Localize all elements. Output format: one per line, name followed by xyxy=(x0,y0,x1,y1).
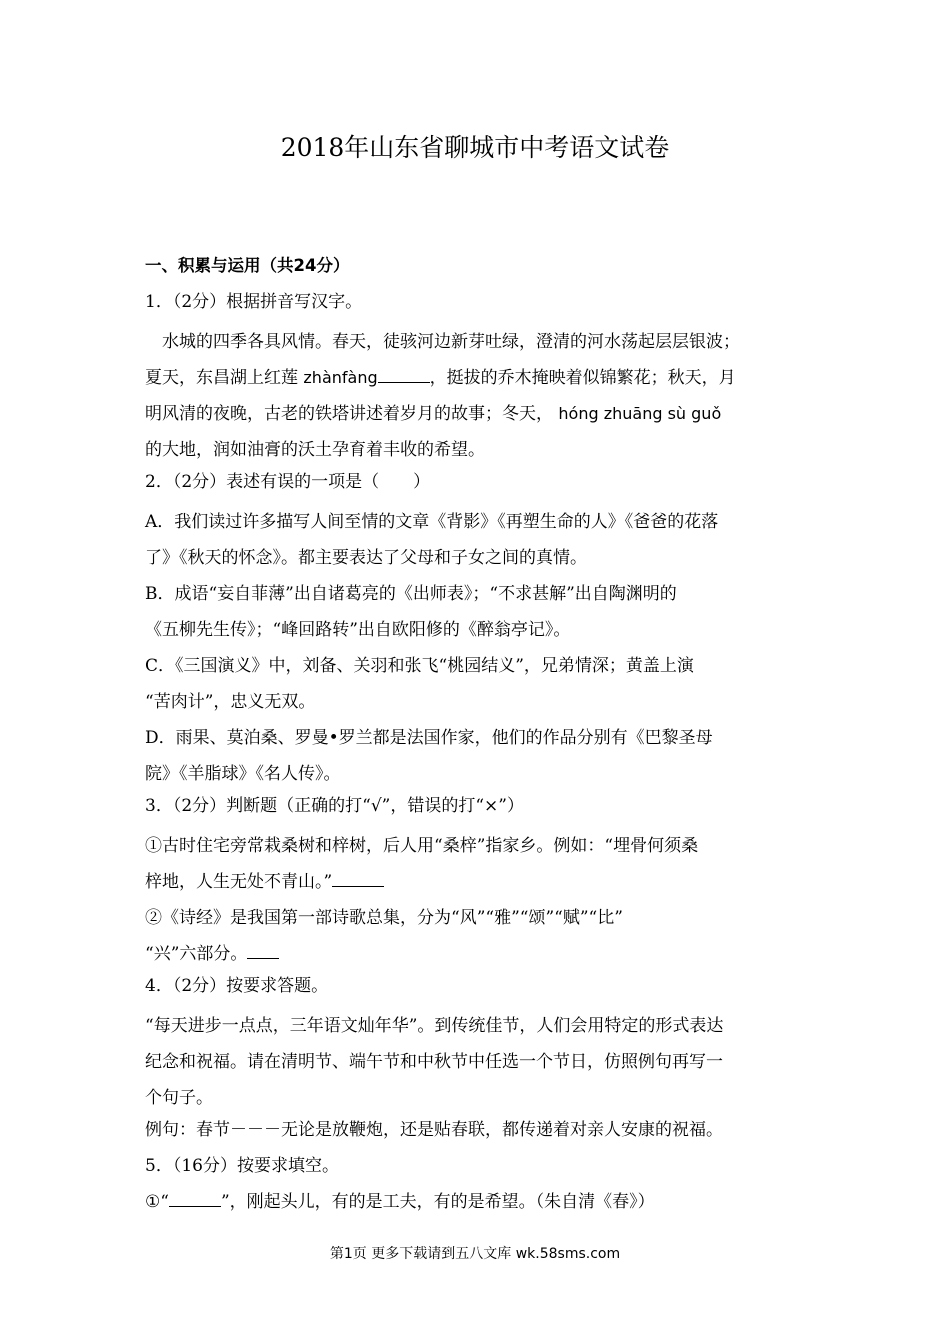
passage-text: 夏天，东昌湖上红莲 xyxy=(145,368,304,388)
pinyin-text: zhànfàng xyxy=(303,368,378,387)
option-c-line1: C．《三国演义》中，刘备、关羽和张飞“桃园结义”，兄弟情深；黄盖上演 xyxy=(145,656,694,676)
question-5-item-1 xyxy=(145,1188,810,1216)
question-4-body xyxy=(145,1008,810,1116)
question-5-stem: 5．（16分）按要求填空。 xyxy=(145,1156,339,1176)
answer-blank[interactable] xyxy=(332,868,384,887)
item-text: ①“ xyxy=(145,1192,169,1212)
question-2-stem: 2．（2分）表述有误的一项是（ ） xyxy=(145,472,431,492)
item-1-line2 xyxy=(145,864,810,900)
document-body xyxy=(145,252,810,1224)
question-3-items xyxy=(145,828,810,972)
passage-text: ，挺拔的乔木掩映着似锦繁花；秋天，月 xyxy=(429,368,736,388)
question-4-example: 例句：春节－－－无论是放鞭炮，还是贴春联，都传递着对亲人安康的祝福。 xyxy=(145,1120,723,1140)
item-2-line1: ②《诗经》是我国第一部诗歌总集，分为“风”“雅”“颂”“赋”“比” xyxy=(145,908,623,928)
passage-line xyxy=(145,324,810,360)
question-4-line: 纪念和祝福。请在清明节、端午节和中秋节中任选一个节日，仿照例句再写一 xyxy=(145,1052,723,1072)
question-2-options xyxy=(145,504,810,792)
page-title: 2018年山东省聊城市中考语文试卷 xyxy=(280,133,670,162)
option-a-line2: 了》《秋天的怀念》。都主要表达了父母和子女之间的真情。 xyxy=(145,548,587,568)
question-4-stem: 4．（2分）按要求答题。 xyxy=(145,976,329,996)
item-2-line2 xyxy=(145,936,810,972)
item-text: 梓地，人生无处不青山。” xyxy=(145,872,333,892)
pinyin-text: hóng zhuāng sù guǒ xyxy=(558,404,722,423)
option-d-line2: 院》《羊脂球》《名人传》。 xyxy=(145,764,341,784)
option-d-line1: D．雨果、莫泊桑、罗曼•罗兰都是法国作家，他们的作品分别有《巴黎圣母 xyxy=(145,728,713,748)
item-1-line1: ①古时住宅旁常栽桑树和梓树，后人用“桑梓”指家乡。例如：“埋骨何须桑 xyxy=(145,836,699,856)
passage-line xyxy=(145,396,810,432)
section-heading: 一、积累与运用（共24分） xyxy=(145,256,350,275)
question-4-line: “每天进步一点点，三年语文灿年华”。到传统佳节，人们会用特定的形式表达 xyxy=(145,1016,724,1036)
question-1-stem: 1．（2分）根据拼音写汉字。 xyxy=(145,292,363,312)
option-c-line2: “苦肉计”，忠义无双。 xyxy=(145,692,316,712)
passage-text: 明风清的夜晚，古老的铁塔讲述着岁月的故事；冬天， xyxy=(145,404,553,424)
option-b-line1: B．成语“妄自菲薄”出自诸葛亮的《出师表》；“不求甚解”出自陶渊明的 xyxy=(145,584,677,604)
answer-blank[interactable] xyxy=(169,1188,221,1207)
passage-text: 的大地，润如油膏的沃土孕育着丰收的希望。 xyxy=(145,440,485,460)
question-1-passage xyxy=(145,324,810,468)
passage-line xyxy=(145,360,810,396)
passage-text: 水城的四季各具风情。春天，徒骇河边新芽吐绿，澄清的河水荡起层层银波； xyxy=(162,332,740,352)
page-footer: 第1页 更多下载请到五八文库 wk.58sms.com xyxy=(329,1246,621,1262)
option-b-line2: 《五柳先生传》；“峰回路转”出自欧阳修的《醉翁亭记》。 xyxy=(145,620,571,640)
question-4-line: 个句子。 xyxy=(145,1088,213,1108)
passage-line xyxy=(145,432,810,468)
option-a-line1: A．我们读过许多描写人间至情的文章《背影》《再塑生命的人》《爸爸的花落 xyxy=(145,512,719,532)
item-text: ”，刚起头儿，有的是工夫，有的是希望。（朱自清《春》） xyxy=(220,1192,655,1212)
item-text: “兴”六部分。 xyxy=(145,944,248,964)
answer-blank[interactable] xyxy=(247,940,279,959)
answer-blank[interactable] xyxy=(378,364,430,383)
question-3-stem: 3．（2分）判断题（正确的打“√”，错误的打“×”） xyxy=(145,796,524,816)
